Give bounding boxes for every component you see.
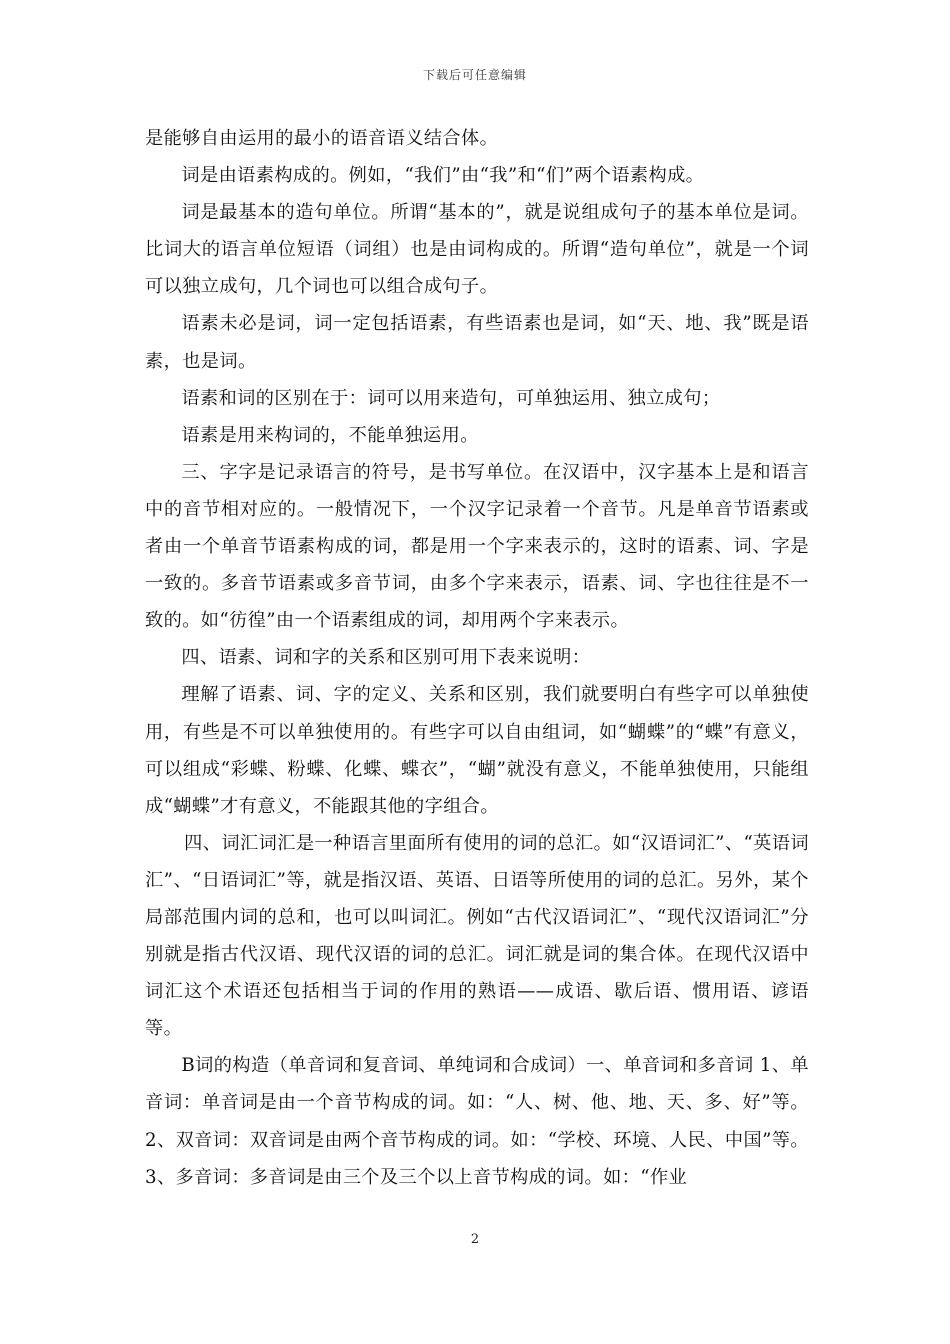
paragraph: 语素和词的区别在于：词可以用来造句，可单独运用、独立成句； xyxy=(181,387,721,409)
page-header: 下载后可任意编辑 xyxy=(422,68,527,82)
document-body xyxy=(145,120,809,1196)
paragraph: 是能够自由运用的最小的语音语义结合体。 xyxy=(145,128,499,149)
paragraph: 语素未必是词，词一定包括语素，有些语素也是词，如“天、地、我”既是语素，也是词。 xyxy=(145,313,809,372)
paragraph: 四、词汇词汇是一种语言里面所有使用的词的总汇。如“汉语词汇”、“英语词汇”、“日语词汇”等，就是指汉语、英语、日语等所使用的词的总汇。另外，某个局部范围内词的总和，也可以叫词汇。例如“古代汉语词汇”、“现代汉语词汇”分别就是指古代汉语、现代汉语的词的总汇。词汇就是词的集合体。在现代汉语中词汇这个术语还包括相当于词的作用的熟语——成语、歇后语、惯用语、谚语等。 xyxy=(145,832,809,1040)
paragraph: 理解了语素、词、字的定义、关系和区别，我们就要明白有些字可以单独使用，有些是不可以单独使用的。有些字可以自由组词，如“蝴蝶”的“蝶”有意义，可以组成“彩蝶、粉蝶、化蝶、蝶衣”，“蝴”就没有意义，不能单独使用，只能组成“蝴蝶”才有意义，不能跟其他的字组合。 xyxy=(145,684,809,817)
paragraph: 词是由语素构成的。例如，“我们”由“我”和“们”两个语素构成。 xyxy=(181,165,705,187)
paragraph: 四、语素、词和字的关系和区别可用下表来说明： xyxy=(181,647,591,669)
paragraph: 三、字字是记录语言的符号，是书写单位。在汉语中，汉字基本上是和语言中的音节相对应的。一般情况下，一个汉字记录着一个音节。凡是单音节语素或者由一个单音节语素构成的词，都是用一个字来表示的，这时的语素、词、字是一致的。多音节语素或多音节词，由多个字来表示，语素、词、字也往往是不一致的。如“彷徨”由一个语素组成的词，却用两个字来表示。 xyxy=(145,461,809,632)
page-number: 2 xyxy=(470,1232,480,1247)
paragraph: B词的构造（单音词和复音词、单纯词和合成词）一、单音词和多音词 1、单音词：单音词是由一个音节构成的词。如：“人、树、他、地、天、多、好”等。2、双音词：双音词是由两个音节构成的词。如：“学校、环境、人民、中国”等。3、多音词：多音词是由三个及三个以上音节构成的词。如：“作业 xyxy=(145,1055,809,1188)
paragraph: 词是最基本的造句单位。所谓“基本的”，就是说组成句子的基本单位是词。比词大的语言单位短语（词组）也是由词构成的。所谓“造句单位”，就是一个词可以独立成句，几个词也可以组合成句子。 xyxy=(145,202,809,298)
paragraph: 语素是用来构词的，不能单独运用。 xyxy=(181,424,479,446)
